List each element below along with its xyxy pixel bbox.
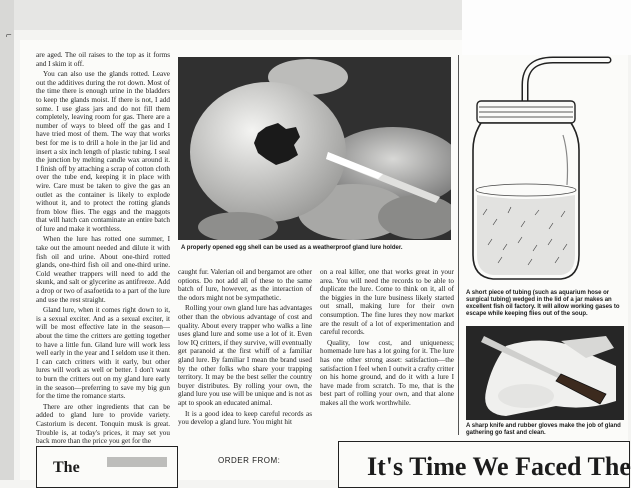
paragraph: caught fur. Valerian oil and bergamot are other options. Do not add all of these to the same batch of lure, however, as the interaction of the odors might not be sympathetic. (178, 268, 312, 302)
knife-and-gloves-illustration (466, 326, 624, 420)
knife-photo-caption: A sharp knife and rubber gloves make the job of gland gathering go fast and clean. (466, 423, 621, 436)
jar-illustration (463, 55, 625, 285)
jar-illustration-caption: A short piece of tubing (such as aquarium hose or surgical tubing) wedged in the lid of a jar makes an excellent fish oil factory. It will allow working gases to escape while keeping flies out of the soup. (466, 290, 620, 317)
paragraph: are aged. The oil raises to the top as it forms and I skim it off. (36, 51, 170, 68)
egg-shell-photo (178, 57, 451, 240)
article-column-2 (178, 268, 312, 429)
column-divider (458, 55, 459, 435)
ad-box-left (36, 446, 178, 488)
scan-margin-left (0, 0, 14, 480)
scan-paper-edge (462, 0, 631, 55)
paragraph: Quality, low cost, and uniqueness; homemade lure has a lot going for it. The lure has one other strong asset: satisfaction—the satisfaction I feel when I outwit a crafty critter on his home ground, and do it with a lure I have made from scratch. To me, that is the best part of rolling your own, and that alone makes all the work worthwhile. (320, 338, 454, 407)
ad-left-heading: The (53, 459, 80, 476)
jar-with-tubing-drawing (463, 55, 625, 285)
article-column-1 (36, 51, 170, 448)
scan-bracket-mark: ⌐ (6, 30, 12, 41)
paragraph: on a real killer, one that works great in your area. You will need the records to be able to duplicate the lure. Come to think on it, all of the biggies in the lure business likely started out small, making lure for their own consumption. The fine lures they now market are the result of a lot of experimentation and careful records. (320, 268, 454, 337)
paragraph: Rolling your own gland lure has advantages other than the obvious advantage of cost and quality. About every trapper who walks a line uses gland lure and some use a lot of it. Even low IQ critters, if they survive, will eventually get paranoid at the first whiff of a familiar gland lure. By familiar I mean the brand used by the other folks who share your trapping territory. It may be the best seller the country buyer distributes. By rolling your own, the gland lure you use will be unique and is not as apt to spook an educated animal. (178, 304, 312, 407)
paragraph: You can also use the glands rotted. Leave out the additives during the rot down. Most of the time there is enough urine in the bladders to keep the glands moist. If there is not, I add some. I use glass jars and do not fill them completely, leaving room for gas. There are a number of ways to bleed off the gas and I have tried most of them. The way that works best for me is to drill a hole in the jar lid and insert a six inch length of plastic tubing. I seal the junction by melting candle wax around it. I finish off by attaching a scrap of cotton cloth over the tube end, keeping it in place with wire. Care must be taken to give the gas an outlet as the container is likely to explode without it, and to protect the rotting glands from blow flies. The eggs and the maggots that will hatch can contaminate an entire batch of lure and make it worthless. (36, 70, 170, 233)
ad-right-heading: It's Time We Faced The (367, 452, 631, 481)
paragraph: It is a good idea to keep careful records as you develop a gland lure. You might hit (178, 409, 312, 427)
paragraph: Gland lure, when it comes right down to it, is a sexual exciter. And as a sexual exciter, it will be most effective late in the season—about the time the critters are getting together to have a little fun. Gland lure will work less well early in the year and I seldom use it then. I can catch critters with it early, but other lures will work as well or better. I don't want to burn the critters out on my gland lure early in the season—preferring to save my big gun for the time the romance starts. (36, 306, 170, 401)
order-from-label: ORDER FROM: (218, 456, 281, 465)
knife-gloves-photo (466, 326, 624, 420)
paragraph: There are other ingredients that can be added to gland lure to provide variety. Castorium is decent. Tonquin musk is great. Trouble is, at today's prices, it may set you back more than the price you get for the (36, 402, 170, 446)
ad-box-right (338, 441, 630, 488)
ad-left-decoration (107, 457, 167, 467)
egg-photo-caption: A properly opened egg shell can be used as a weatherproof gland lure holder. (181, 245, 403, 251)
paragraph: When the lure has rotted one summer, I take out the amount needed and dilute it with fish oil and urine. About one-third rotted glands, one-third fish oil and one-third urine. Cold weather trappers will need to add the skunk, and salt or glycerine as antifreeze. Add a drop or two of asafoetida to a part of the lure and use the rest straight. (36, 235, 170, 304)
article-column-3 (320, 268, 454, 410)
egg-shell-illustration (178, 57, 451, 240)
